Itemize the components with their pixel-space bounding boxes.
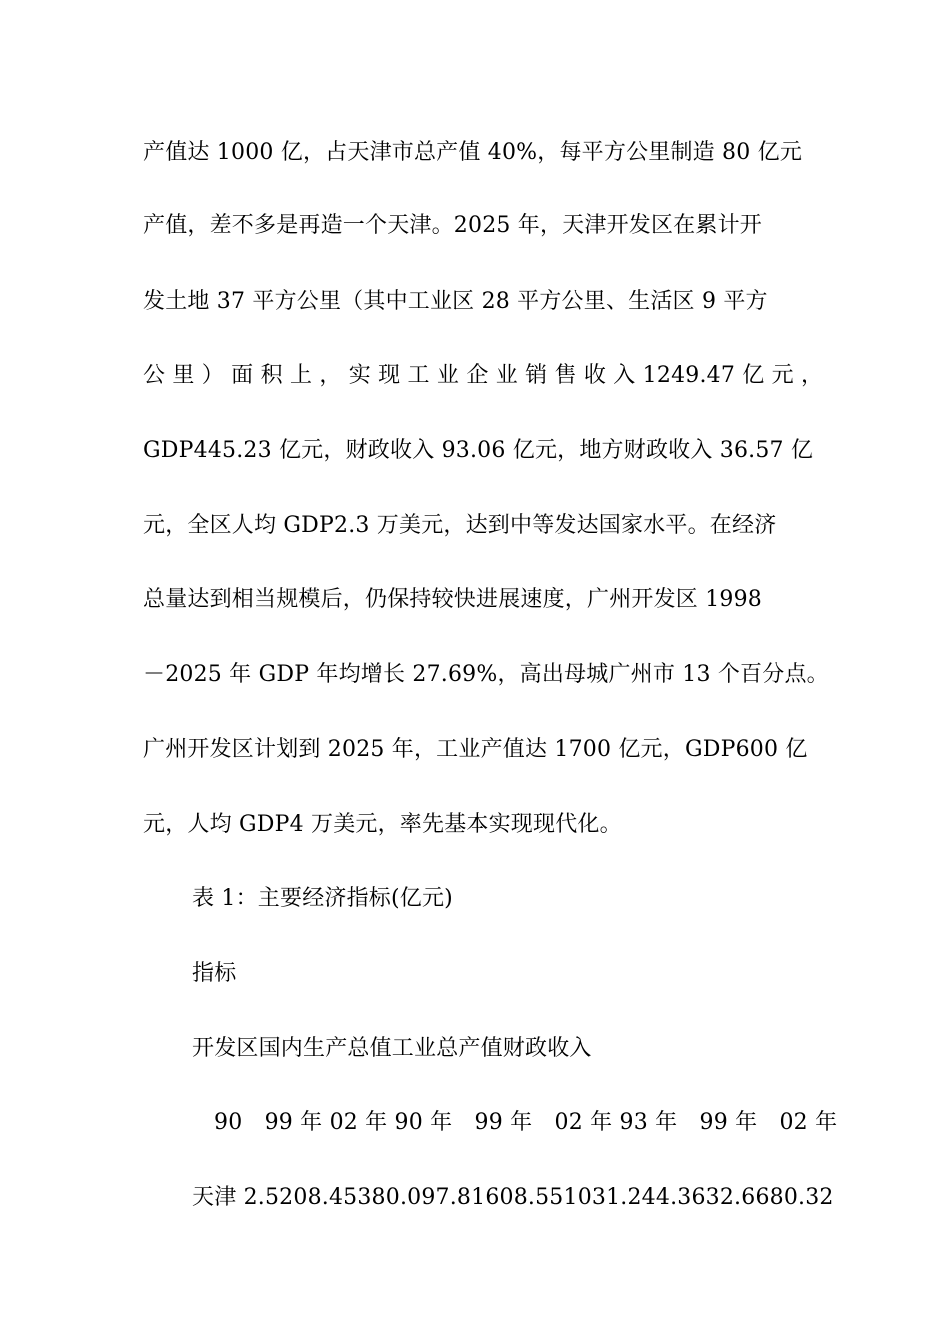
- paragraph-line-7: 总量达到相当规模后，仍保持较快进展速度，广州开发区 1998: [143, 587, 762, 612]
- paragraph-line-5: GDP445.23 亿元，财政收入 93.06 亿元，地方财政收入 36.57 亿: [143, 438, 814, 463]
- paragraph-line-2: 产值，差不多是再造一个天津。2025 年，天津开发区在累计开: [143, 213, 762, 238]
- paragraph-line-6: 元，全区人均 GDP2.3 万美元，达到中等发达国家水平。在经济: [143, 513, 777, 538]
- paragraph-line-4: 公 里 ） 面 积 上 ， 实 现 工 业 企 业 销 售 收 入 1249.47 亿 元 ，: [143, 363, 824, 388]
- paragraph-line-1: 产值达 1000 亿，占天津市总产值 40%，每平方公里制造 80 亿元: [143, 140, 803, 165]
- table-data-row-tianjin: 天津 2.5208.45380.097.81608.551031.244.3632.6680.32: [192, 1185, 834, 1210]
- table-column-groups: 开发区国内生产总值工业总产值财政收入: [192, 1036, 592, 1061]
- paragraph-line-9: 广州开发区计划到 2025 年，工业产值达 1700 亿元，GDP600 亿: [143, 737, 808, 762]
- paragraph-line-3: 发土地 37 平方公里（其中工业区 28 平方公里、生活区 9 平方: [143, 289, 768, 314]
- table-caption: 表 1：主要经济指标(亿元): [192, 886, 453, 911]
- table-years-row: 90 99 年 02 年 90 年 99 年 02 年 93 年 99 年 02 年: [214, 1110, 838, 1135]
- paragraph-line-8: －2025 年 GDP 年均增长 27.69%，高出母城广州市 13 个百分点。: [143, 662, 829, 687]
- table-header-label: 指标: [192, 961, 237, 986]
- paragraph-line-10: 元，人均 GDP4 万美元，率先基本实现现代化。: [143, 812, 622, 837]
